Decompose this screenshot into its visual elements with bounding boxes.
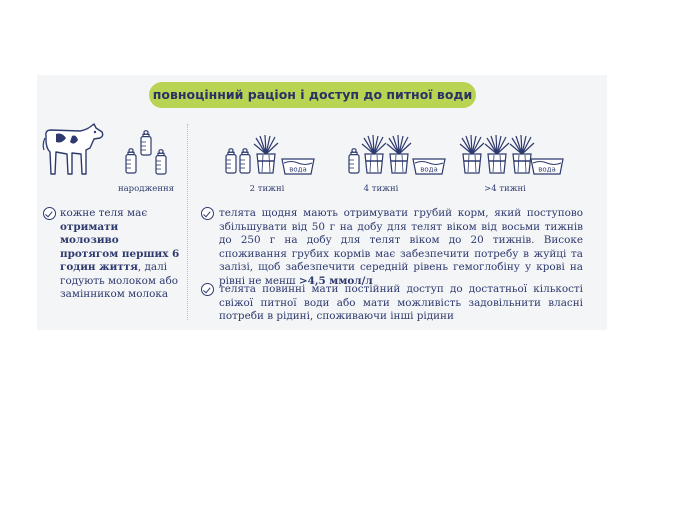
- calf-icon: [42, 122, 106, 184]
- hay-bundle-icon: [483, 134, 511, 174]
- hay-bundle-icon: [360, 134, 388, 174]
- water-label: вода: [289, 165, 307, 174]
- water-label: вода: [538, 165, 556, 174]
- check-circle-icon: [201, 283, 214, 296]
- milk-bottle-icon: [225, 148, 237, 174]
- stage-label-2-weeks: 2 тижні: [249, 184, 285, 194]
- bullet-roughage-text: телята щодня мають отримувати грубий корм, який поступово збільшувати від 50 г на добу для телят віком від восьми тижнів до 250 г на добу для телят віком до 20 тижнів. Високе споживання грубих кормів має забезпечити потребу в жуйці та залізі, щоб забезпечити середній рівень гемоглобіну у крові на рівні не менш >4,5 ммол/л: [219, 207, 583, 287]
- water-trough-icon: [530, 157, 564, 175]
- milk-bottle-icon: [239, 148, 251, 174]
- stage-label-4-weeks: 4 тижні: [363, 184, 399, 194]
- milk-bottle-icon: [140, 130, 152, 156]
- water-label: вода: [420, 165, 438, 174]
- check-circle-icon: [43, 207, 56, 220]
- stage-label-birth: народження: [117, 184, 175, 194]
- section-title: повноцінний раціон і доступ до питної води: [149, 82, 476, 108]
- column-divider: [187, 124, 188, 320]
- milk-bottle-icon: [155, 149, 167, 175]
- hay-bundle-icon: [252, 134, 280, 174]
- stage-label-over-4-weeks: >4 тижні: [484, 184, 526, 194]
- milk-bottle-icon: [125, 148, 137, 174]
- hay-bundle-icon: [458, 134, 486, 174]
- bullet-water-text: телята повинні мати постійний доступ до достатньої кількості свіжої питної води або мати можливість задовільнити власні потреби в рідині, споживаючи інші рідини: [219, 283, 583, 322]
- water-trough-icon: [281, 157, 315, 175]
- hay-bundle-icon: [385, 134, 413, 174]
- milk-bottle-icon: [348, 148, 360, 174]
- check-circle-icon: [201, 207, 214, 220]
- water-trough-icon: [412, 157, 446, 175]
- left-bullet-text: кожне теля має отримати молозиво протягом перших 6 годин життя, далі годують молоком або замінником молока: [60, 207, 180, 300]
